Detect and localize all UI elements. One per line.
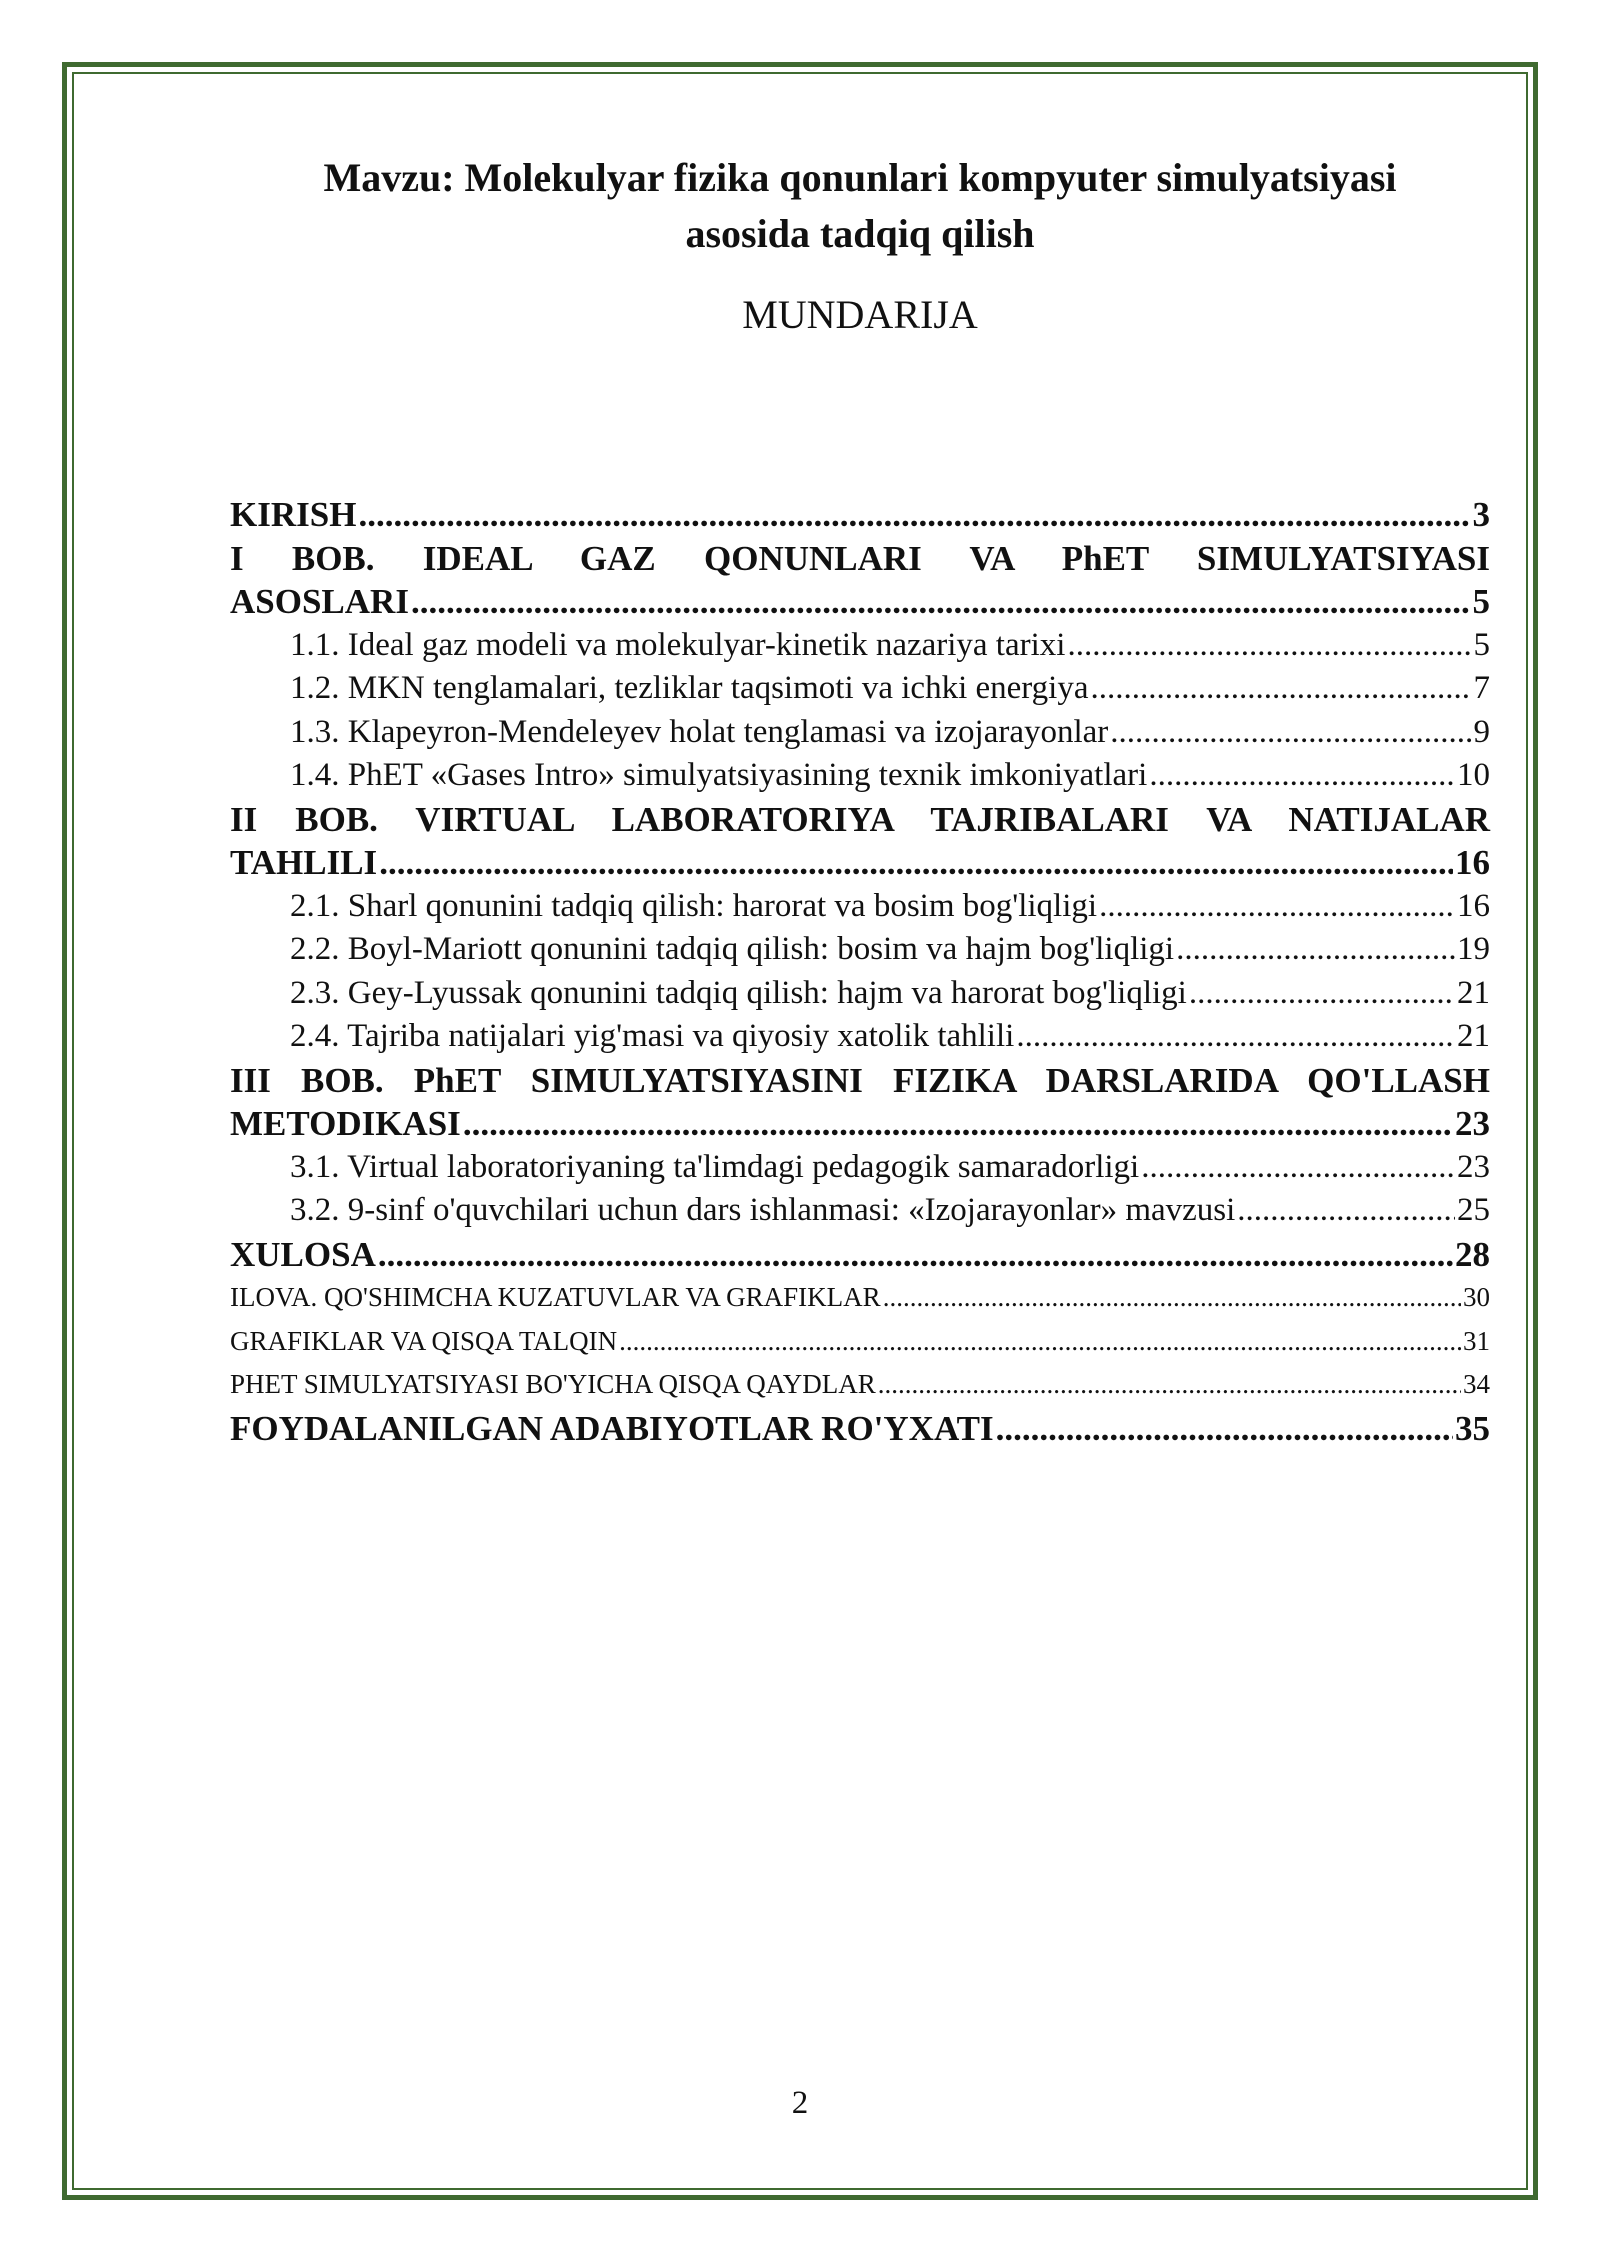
toc-entry-grafiklar[interactable]: GRAFIKLAR VA QISQA TALQIN ..... 31 [230, 1320, 1490, 1364]
toc-entry-adabiyotlar[interactable]: FOYDALANILGAN ADABIYOTLAR RO'YXATI ..... 35 [230, 1407, 1490, 1451]
toc-entry-1-2[interactable]: 1.2. MKN tenglamalari, tezliklar taqsimoti va ichki energiya ..... 7 [230, 667, 1490, 711]
toc-entry-2-2[interactable]: 2.2. Boyl-Mariott qonunini tadqiq qilish: bosim va hajm bog'liqligi ..... 19 [230, 928, 1490, 972]
toc-entry-phet[interactable]: PHET SIMULYATSIYASI BO'YICHA QISQA QAYDLAR ..... 34 [230, 1363, 1490, 1407]
toc-entry-ilova[interactable]: ILOVA. QO'SHIMCHA KUZATUVLAR VA GRAFIKLAR ..... 30 [230, 1276, 1490, 1320]
toc-entry-chapter-1[interactable]: I BOB. IDEAL GAZ QONUNLARI VA PhET SIMULYATSIYASI ASOSLARI ..... 5 [230, 537, 1490, 624]
document-title [230, 150, 1490, 262]
toc-entry-chapter-3[interactable]: III BOB. PhET SIMULYATSIYASINI FIZIKA DARSLARIDA QO'LLASH METODIKASI ..... 23 [230, 1059, 1490, 1146]
toc-entry-1-3[interactable]: 1.3. Klapeyron-Mendeleyev holat tenglamasi va izojarayonlar ..... 9 [230, 711, 1490, 755]
toc-entry-3-2[interactable]: 3.2. 9-sinf o'quvchilari uchun dars ishlanmasi: «Izojarayonlar» mavzusi ..... 25 [230, 1189, 1490, 1233]
toc-entry-3-1[interactable]: 3.1. Virtual laboratoriyaning ta'limdagi pedagogik samaradorligi ..... 23 [230, 1146, 1490, 1190]
toc-entry-chapter-2[interactable]: II BOB. VIRTUAL LABORATORIYA TAJRIBALARI VA NATIJALAR TAHLILI ..... 16 [230, 798, 1490, 885]
table-of-contents [230, 493, 1490, 1450]
toc-entry-2-4[interactable]: 2.4. Tajriba natijalari yig'masi va qiyosiy xatolik tahlili ..... 21 [230, 1015, 1490, 1059]
toc-entry-xulosa[interactable]: XULOSA ..... 28 [230, 1233, 1490, 1277]
toc-entry-kirish[interactable]: KIRISH ..... 3 [230, 493, 1490, 537]
toc-heading: MUNDARIJA [742, 292, 978, 337]
toc-entry-1-1[interactable]: 1.1. Ideal gaz modeli va molekulyar-kinetik nazariya tarixi ..... 5 [230, 624, 1490, 668]
title-line-2: asosida tadqiq qilish [685, 211, 1035, 256]
toc-entry-1-4[interactable]: 1.4. PhET «Gases Intro» simulyatsiyasining texnik imkoniyatlari ..... 10 [230, 754, 1490, 798]
page-number: 2 [791, 2085, 809, 2121]
toc-entry-2-1[interactable]: 2.1. Sharl qonunini tadqiq qilish: harorat va bosim bog'liqligi ..... 16 [230, 885, 1490, 929]
toc-entry-2-3[interactable]: 2.3. Gey-Lyussak qonunini tadqiq qilish: hajm va harorat bog'liqligi ..... 21 [230, 972, 1490, 1016]
title-line-1: Mavzu: Molekulyar fizika qonunlari kompyuter simulyatsiyasi [323, 155, 1397, 200]
